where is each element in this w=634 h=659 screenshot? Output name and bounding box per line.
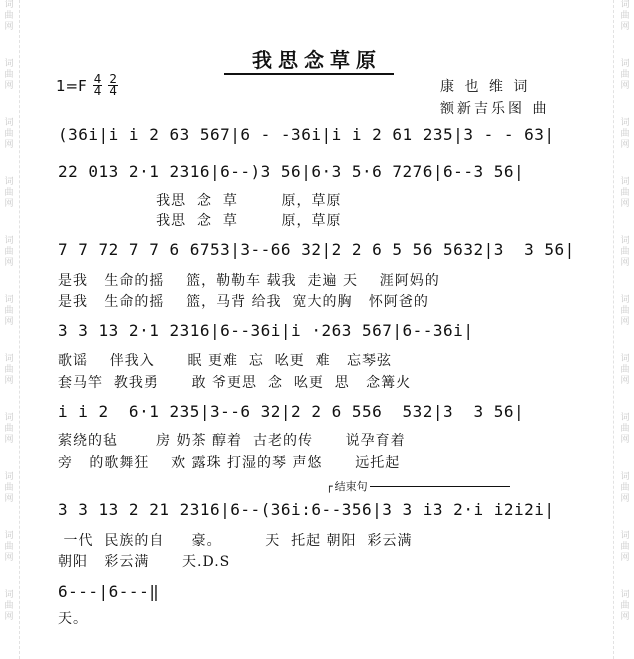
meter-2-4: $\frac{2}{4}$ (109, 72, 118, 98)
title-underline (224, 73, 394, 75)
lyricist-credit: 康 也 维 词 (440, 79, 531, 95)
notation-line-6: 3 3 13 2 21 2316|6--(36i:6--356|3 3 i3 2·i i2i2i| (58, 500, 555, 519)
watermark-stamp: 词 曲 网 (620, 59, 630, 91)
lyric-line-5-verse-1: 萦绕的毡 房 奶茶 醇着 古老的传 说孕育着 (58, 433, 406, 449)
watermark-stamp: 词 曲 网 (4, 472, 14, 504)
lyric-line-4-verse-1: 歌谣 伴我入 眠 更难 忘 吆更 难 忘琴弦 (58, 353, 393, 369)
coda-label: 结束句 (334, 480, 368, 493)
notation-line-3: 7 7 72 7 7 6 6753|3--66 32|2 2 6 5 56 5632|3 3 56| (58, 240, 575, 259)
notation-line-4: 3 3 13 2·1 2316|6--36i|i ·263 567|6--36i| (58, 321, 474, 340)
watermark-stamp: 词 曲 网 (620, 295, 630, 327)
watermark-stamp: 词 曲 网 (620, 531, 630, 563)
key-signature (56, 74, 118, 97)
notation-line-2: 22 013 2·1 2316|6--)3 56|6·3 5·6 7276|6--3 56| (58, 162, 525, 181)
watermark-stamp: 词 曲 网 (4, 0, 14, 32)
watermark-stamp: 词 曲 网 (620, 0, 630, 32)
lyric-line-6-verse-1: 一代 民族的自 豪。 天 托起 朝阳 彩云满 (58, 533, 413, 549)
watermark-stamp: 词 曲 网 (620, 472, 630, 504)
watermark-stamp: 词 曲 网 (620, 177, 630, 209)
watermark-stamp: 词 曲 网 (4, 236, 14, 268)
meter-4-4: $\frac{4}{4}$ (93, 72, 102, 98)
coda-marker (326, 478, 510, 494)
lyric-line-4-verse-2: 套马竿 教我勇 敢 爷更思 念 吆更 思 念篝火 (58, 375, 412, 391)
watermark-stamp: 词 曲 网 (4, 413, 14, 445)
key-label: 1=F (56, 76, 87, 95)
watermark-stamp: 词 曲 网 (4, 354, 14, 386)
right-guide-line (613, 0, 614, 659)
watermark-stamp: 词 曲 网 (620, 413, 630, 445)
watermark-stamp: 词 曲 网 (4, 59, 14, 91)
watermark-column-right (618, 0, 632, 659)
watermark-column-left (2, 0, 16, 659)
watermark-stamp: 词 曲 网 (4, 295, 14, 327)
left-guide-line (19, 0, 20, 659)
song-title: 我思念草原 (252, 48, 382, 72)
lyric-line-2-verse-2: 我思 念 草 原，草原 (58, 213, 342, 229)
composer-credit: 额新吉乐图 曲 (440, 101, 550, 117)
notation-line-7: 6---|6---‖ (58, 582, 160, 601)
watermark-stamp: 词 曲 网 (620, 236, 630, 268)
watermark-stamp: 词 曲 网 (4, 118, 14, 150)
coda-bracket-icon: ┌ (326, 479, 333, 493)
watermark-stamp: 词 曲 网 (4, 531, 14, 563)
coda-extension-line (370, 486, 510, 487)
lyric-line-2-verse-1: 我思 念 草 原，草原 (58, 193, 342, 209)
lyric-line-3-verse-2: 是我 生命的摇 篮，马背 给我 宽大的胸 怀阿爸的 (58, 294, 429, 310)
notation-line-1: (36i|i i 2 63 567|6 - -36i|i i 2 61 235|3 - - 63| (58, 125, 555, 144)
watermark-stamp: 词 曲 网 (620, 118, 630, 150)
watermark-stamp: 词 曲 网 (620, 590, 630, 622)
lyric-line-6-verse-2: 朝阳 彩云满 天.D.S (58, 554, 231, 570)
watermark-stamp: 词 曲 网 (620, 354, 630, 386)
lyric-line-7-verse-1: 天。 (58, 611, 88, 627)
watermark-stamp: 词 曲 网 (4, 590, 14, 622)
watermark-stamp: 词 曲 网 (4, 177, 14, 209)
lyric-line-3-verse-1: 是我 生命的摇 篮，勒勒车 载我 走遍 天 涯阿妈的 (58, 273, 440, 289)
lyric-line-5-verse-2: 旁 的歌舞狂 欢 露珠 打湿的琴 声悠 远托起 (58, 455, 401, 471)
notation-line-5: i i 2 6·1 235|3--6 32|2 2 6 556 532|3 3 56| (58, 402, 525, 421)
